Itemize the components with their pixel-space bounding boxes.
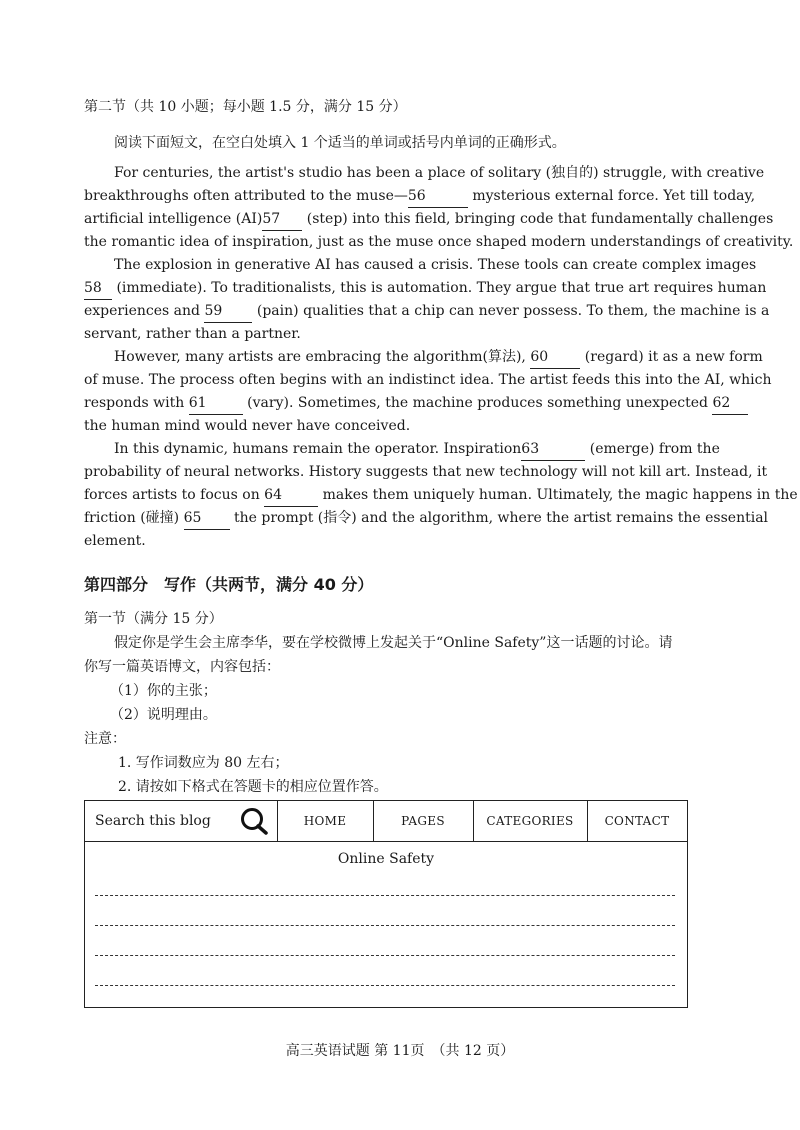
nav-home[interactable]: HOME	[303, 814, 347, 828]
writing-line-2[interactable]	[95, 925, 675, 926]
blank-58[interactable]: 58	[84, 277, 112, 300]
blank-62[interactable]: 62	[712, 392, 748, 415]
prompt-item1: （1）你的主张；	[110, 683, 217, 699]
blank-63[interactable]: 63	[521, 438, 585, 461]
para3-line4: the human mind would never have conceived.	[84, 418, 411, 434]
search-input[interactable]: Search this blog	[95, 813, 211, 829]
writing-line-3[interactable]	[95, 955, 675, 956]
blank-59[interactable]: 59	[204, 300, 252, 323]
para2-line2: 58 (immediate). To traditionalists, this is automation. They argue that true art requires human	[84, 277, 694, 300]
note-item2: 2. 请按如下格式在答题卡的相应位置作答。	[118, 779, 388, 795]
para1-line4: the romantic idea of inspiration, just as the muse once shaped modern understandings of creativity.	[84, 234, 794, 250]
page-footer: 高三英语试题 第 11页 （共 12 页）	[285, 1043, 515, 1059]
note-item1: 1. 写作词数应为 80 左右；	[118, 755, 289, 771]
writing-line-1[interactable]	[95, 895, 675, 896]
blank-56[interactable]: 56	[408, 185, 468, 208]
blank-65[interactable]: 65	[184, 507, 230, 530]
section-instruction: 阅读下面短文，在空白处填入 1 个适当的单词或括号内单词的正确形式。	[114, 135, 566, 151]
blog-title: Online Safety	[337, 851, 435, 867]
nav-contact[interactable]: CONTACT	[604, 814, 670, 828]
blank-64[interactable]: 64	[264, 484, 318, 507]
para1-line3: artificial intelligence (AI)57 (step) into this field, bringing code that fundamentally challenges	[84, 208, 694, 231]
blank-60[interactable]: 60	[530, 346, 580, 369]
blog-search-box[interactable]	[85, 801, 277, 841]
blog-nav-bar	[85, 801, 687, 842]
part4-title: 第四部分 写作（共两节，满分 40 分）	[84, 575, 374, 594]
para4-line4: friction (碰撞) 65 the prompt (指令) and the algorithm, where the artist remains the essential	[84, 507, 694, 530]
search-icon[interactable]	[239, 807, 269, 835]
para2-line3: experiences and 59 (pain) qualities that a chip can never possess. To them, the machine is a	[84, 300, 694, 323]
writing-line-4[interactable]	[95, 985, 675, 986]
blank-57[interactable]: 57	[262, 208, 302, 231]
para2-line1: The explosion in generative AI has caused a crisis. These tools can create complex images	[114, 257, 757, 273]
para4-line5: element.	[84, 533, 146, 549]
nav-pages[interactable]: PAGES	[401, 814, 445, 828]
prompt-item2: （2）说明理由。	[110, 707, 217, 723]
para3-line2: of muse. The process often begins with an indistinct idea. The artist feeds this into the AI, which	[84, 372, 772, 388]
para4-line3: forces artists to focus on 64 makes them uniquely human. Ultimately, the magic happens in the	[84, 484, 694, 507]
part4-sub1: 第一节（满分 15 分）	[84, 611, 223, 627]
para1-line2: breakthroughs often attributed to the muse—56 mysterious external force. Yet till today,	[84, 185, 694, 208]
prompt-line2: 你写一篇英语博文，内容包括：	[84, 659, 280, 675]
prompt-line1: 假定你是学生会主席李华，要在学校微博上发起关于“Online Safety”这一话题的讨论。请	[114, 635, 673, 651]
para3-line3: responds with 61 (vary). Sometimes, the machine produces something unexpected 62	[84, 392, 694, 415]
para4-line1: In this dynamic, humans remain the operator. Inspiration63 (emerge) from the	[114, 438, 694, 461]
nav-categories[interactable]: CATEGORIES	[486, 814, 574, 828]
para2-line4: servant, rather than a partner.	[84, 326, 301, 342]
para1-line1: For centuries, the artist's studio has been a place of solitary (独自的) struggle, with creative	[114, 165, 765, 181]
note-label: 注意：	[84, 731, 126, 747]
blank-61[interactable]: 61	[189, 392, 243, 415]
para3-line1: However, many artists are embracing the algorithm(算法), 60 (regard) it as a new form	[114, 346, 694, 369]
blog-answer-box	[84, 800, 688, 1008]
section-title: 第二节（共 10 小题；每小题 1.5 分，满分 15 分）	[84, 99, 407, 115]
para4-line2: probability of neural networks. History suggests that new technology will not kill art. Instead, it	[84, 464, 768, 480]
